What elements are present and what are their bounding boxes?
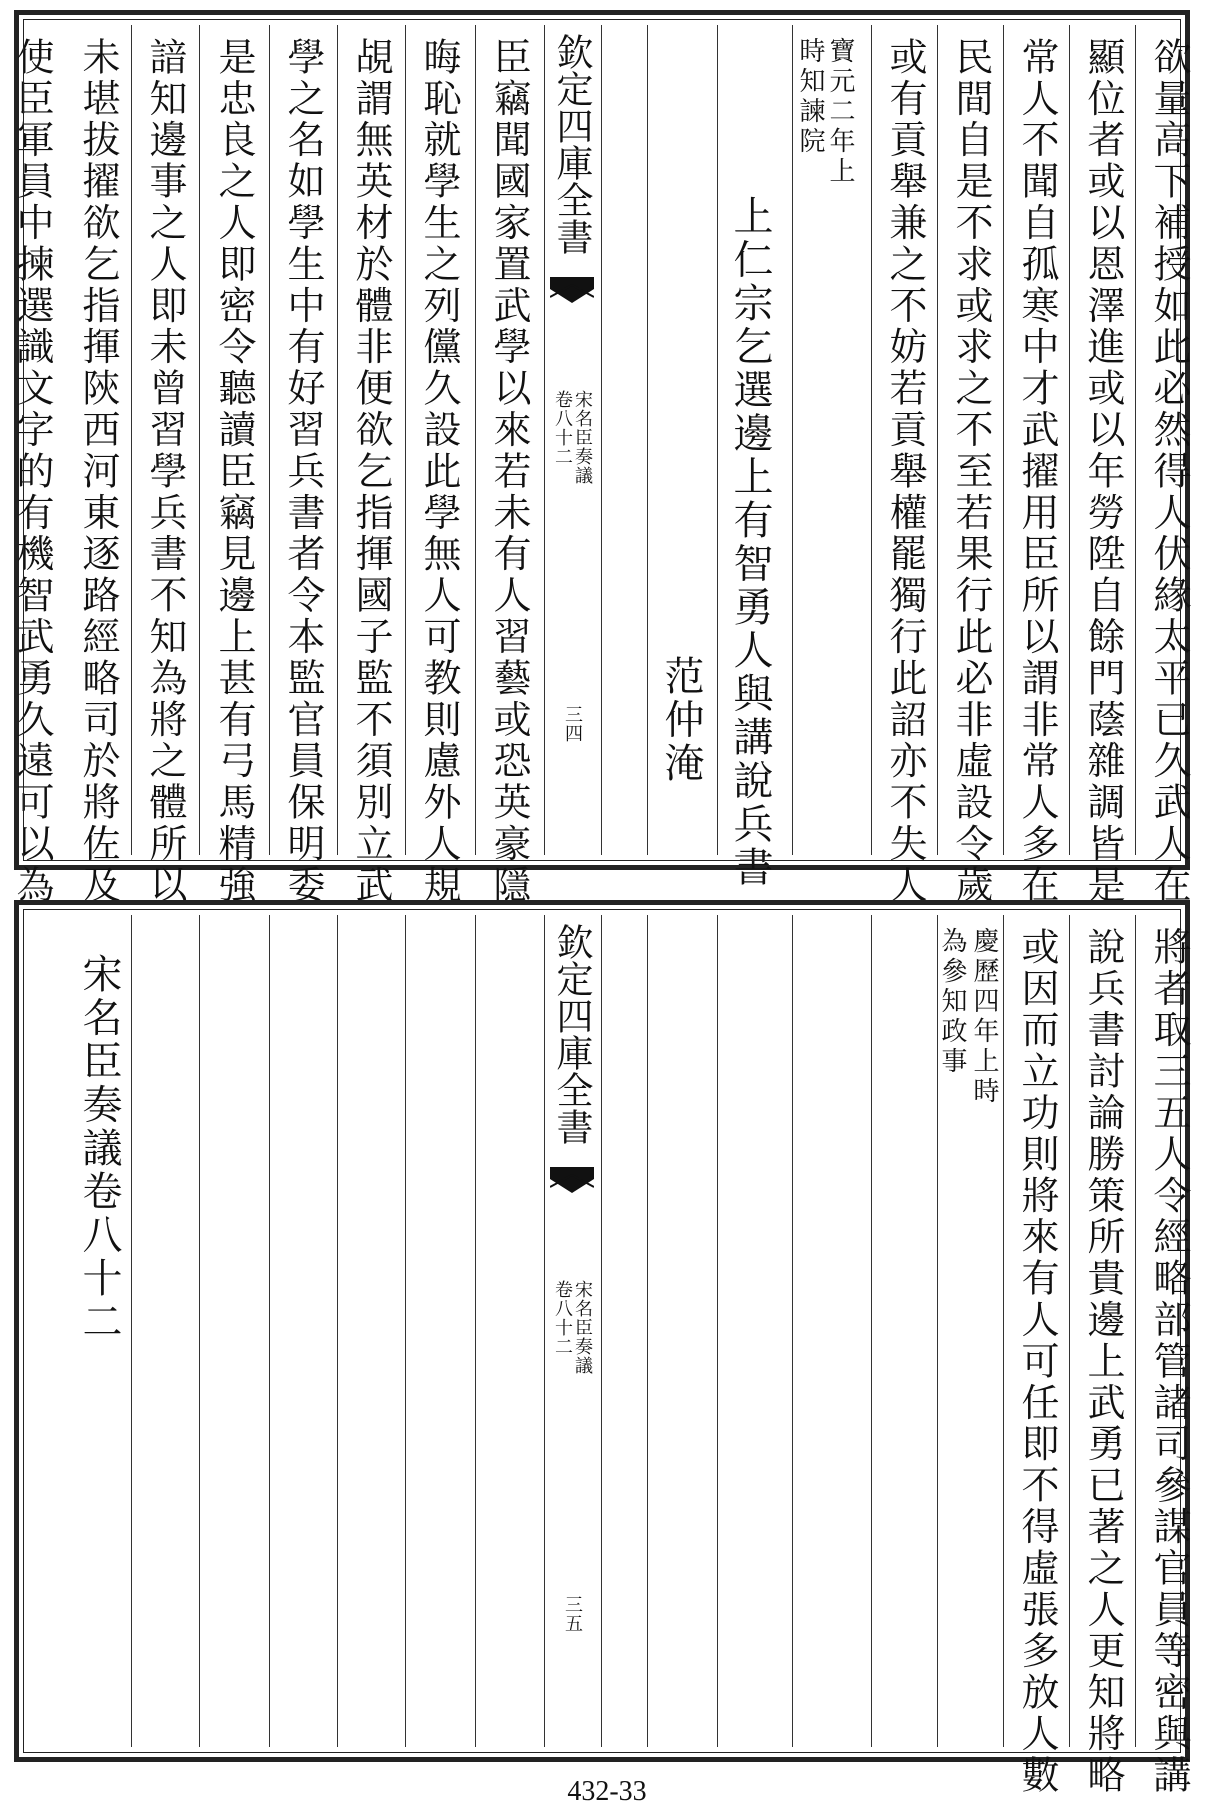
column-divider	[199, 915, 200, 1747]
column-divider	[1069, 915, 1070, 1747]
text-column: 說兵書討論勝策所貴邊上武勇已著之人更知將略	[1081, 927, 1125, 1797]
center-band-left	[544, 915, 545, 1747]
column-divider	[717, 915, 718, 1747]
center-band-right	[601, 25, 602, 855]
author-name: 范仲淹	[658, 655, 704, 786]
column-divider	[337, 25, 338, 855]
text-column: 或有貢舉兼之不妨若貢舉權罷獨行此詔亦不失人	[883, 37, 927, 907]
center-band-left	[544, 25, 545, 855]
text-column: 學之名如學生中有好習兵書者令本監官員保明委	[281, 37, 325, 907]
column-divider	[871, 25, 872, 855]
center-volume: 卷八十二	[552, 390, 573, 466]
column-divider	[717, 25, 718, 855]
office-note: 時知諫院	[795, 37, 825, 157]
column-divider	[792, 915, 793, 1747]
center-subtitle: 宋名臣奏議	[572, 390, 593, 485]
column-divider	[199, 25, 200, 855]
office-note: 為參知政事	[937, 927, 967, 1077]
text-column: 或因而立功則將來有人可任即不得虛張多放人數	[1015, 927, 1059, 1797]
center-subtitle: 宋名臣奏議	[572, 1280, 593, 1375]
column-divider	[647, 25, 648, 855]
column-divider	[871, 915, 872, 1747]
column-divider	[269, 915, 270, 1747]
center-volume: 卷八十二	[552, 1280, 573, 1356]
fishtail-mark	[550, 1167, 594, 1193]
column-divider	[1003, 915, 1004, 1747]
center-band-right	[601, 915, 602, 1747]
text-column: 將者取三五人令經略部管諸司參謀官員等密與講	[1147, 927, 1191, 1797]
column-divider	[475, 25, 476, 855]
center-title: 欽定四庫全書	[550, 923, 593, 1145]
text-column: 顯位者或以恩澤進或以年勞陞自餘門蔭雜調皆是	[1081, 37, 1125, 907]
text-column: 晦恥就學生之列儻久設此學無人可教則慮外人規	[417, 37, 461, 907]
volume-end-title: 宋名臣奏議卷八十二	[76, 953, 122, 1344]
page-number: 432-33	[567, 1776, 647, 1807]
column-divider	[792, 25, 793, 855]
text-column: 諳知邊事之人即未曾習學兵書不知為將之體所以	[143, 37, 187, 907]
text-column: 覘謂無英材於體非便欲乞指揮國子監不須別立武	[349, 37, 393, 907]
text-column: 常人不聞自孤寒中才武擢用臣所以謂非常人多在	[1015, 37, 1059, 907]
memorial-title: 上仁宗乞選邊上有智勇人與講說兵書	[727, 195, 773, 890]
fishtail-mark	[550, 277, 594, 303]
column-divider	[405, 915, 406, 1747]
text-column: 使臣軍員中揀選識文字的有機智武勇久遠可以為	[10, 37, 54, 907]
top-page-panel	[10, 10, 1191, 907]
text-column: 未堪拔擢欲乞指揮陝西河東逐路經略司於將佐及	[76, 37, 120, 907]
column-divider	[1003, 25, 1004, 855]
column-divider	[269, 25, 270, 855]
column-divider	[405, 25, 406, 855]
text-column: 欲量高下補授如此必然得人伏緣太平已久武人在	[1147, 37, 1191, 907]
center-leaf-number: 三五	[562, 1595, 583, 1633]
column-divider	[475, 915, 476, 1747]
text-column: 臣竊聞國家置武學以來若未有人習藝或恐英豪隱	[487, 37, 531, 907]
column-divider	[1135, 25, 1136, 855]
column-divider	[131, 915, 132, 1747]
column-divider	[647, 915, 648, 1747]
column-divider	[937, 25, 938, 855]
center-leaf-number: 三四	[562, 705, 583, 743]
center-title: 欽定四庫全書	[550, 33, 593, 255]
date-note: 寶元二年上	[825, 37, 855, 187]
text-column: 是忠良之人即密令聽讀臣竊見邊上甚有弓馬精強	[212, 37, 256, 907]
column-divider	[131, 25, 132, 855]
text-column: 民間自是不求或求之不至若果行此必非虛設令歲	[949, 37, 993, 907]
column-divider	[1069, 25, 1070, 855]
date-note: 慶歷四年上時	[969, 927, 999, 1107]
column-divider	[337, 915, 338, 1747]
column-divider	[1135, 915, 1136, 1747]
